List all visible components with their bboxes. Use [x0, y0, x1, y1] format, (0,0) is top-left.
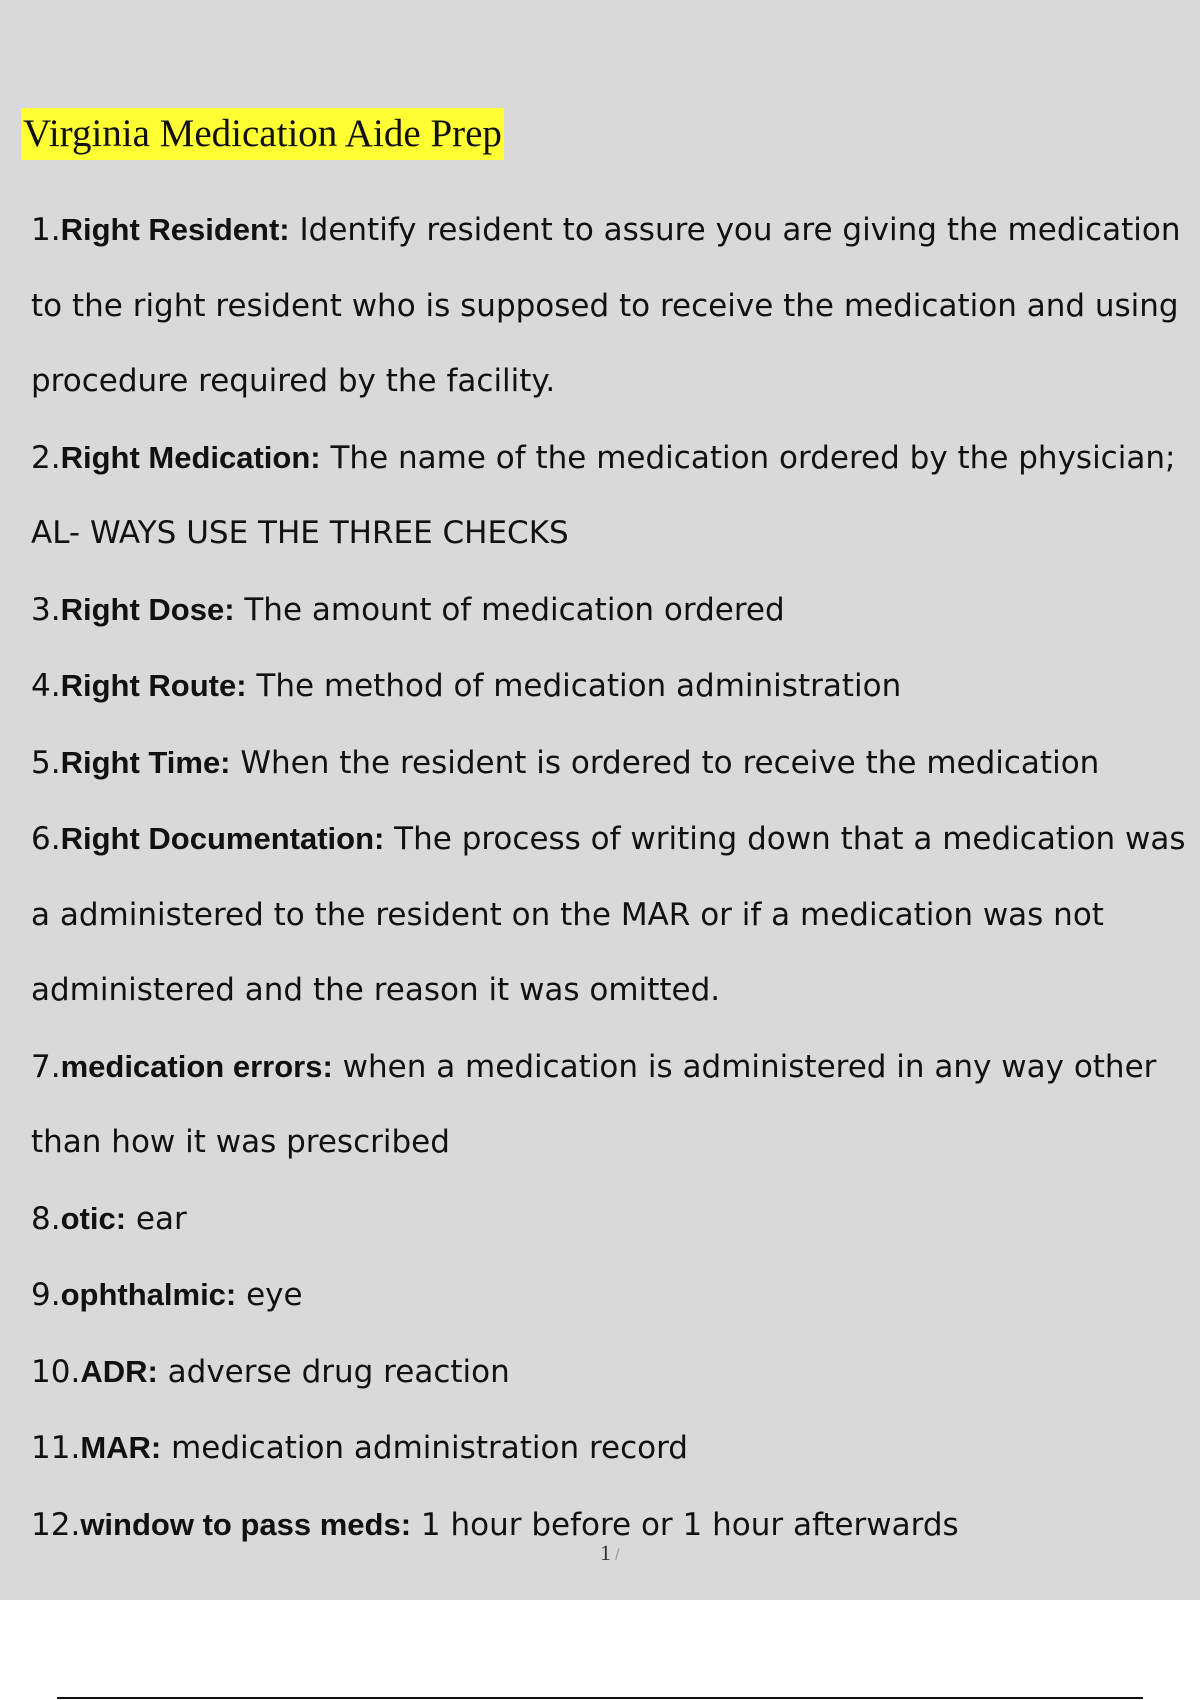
term-definition: ear	[126, 1200, 187, 1237]
term-name: Right Route:	[60, 668, 247, 703]
page-number-value: 1	[600, 1540, 611, 1565]
list-item	[31, 648, 1200, 725]
term-number: 12.	[31, 1506, 81, 1543]
term-number: 3.	[31, 591, 61, 628]
term-definition: The amount of medication ordered	[234, 591, 785, 628]
page-number-suffix: /	[615, 1547, 620, 1564]
term-definition: when a medication is administered in any way other than how it was prescribed	[31, 1048, 1157, 1160]
term-number: 9.	[31, 1277, 61, 1313]
term-definition: 1 hour before or 1 hour afterwards	[411, 1506, 959, 1543]
term-number: 1.	[31, 212, 61, 248]
term-name: ophthalmic:	[60, 1277, 237, 1312]
term-definition: medication administration record	[161, 1430, 688, 1466]
list-item	[31, 572, 1200, 649]
page-number	[600, 1540, 619, 1566]
term-definition: eye	[236, 1277, 303, 1313]
term-number: 10.	[31, 1353, 81, 1390]
term-number: 5.	[31, 744, 61, 781]
term-number: 7.	[31, 1048, 61, 1085]
footer-divider	[57, 1697, 1143, 1699]
term-name: window to pass meds:	[80, 1506, 412, 1542]
document-title: Virginia Medication Aide Prep	[21, 108, 504, 160]
term-number: 11.	[31, 1430, 81, 1466]
term-number: 4.	[31, 668, 61, 704]
term-definition: adverse drug reaction	[157, 1353, 510, 1390]
term-name: ADR:	[80, 1353, 158, 1389]
list-item	[31, 725, 1200, 802]
term-number: 8.	[31, 1200, 61, 1237]
term-definition: The method of medication administration	[246, 668, 902, 704]
term-definition: The name of the medication ordered by the physician; AL- WAYS USE THE THREE CHECKS	[31, 439, 1176, 551]
list-item	[31, 1029, 1200, 1181]
term-definition: When the resident is ordered to receive the medication	[230, 744, 1100, 781]
term-name: Right Dose:	[60, 591, 235, 627]
term-name: Right Medication:	[60, 439, 321, 475]
terms-list	[31, 192, 1200, 1563]
term-name: MAR:	[80, 1430, 162, 1465]
term-number: 6.	[31, 821, 61, 857]
list-item	[31, 420, 1200, 572]
list-item	[31, 1257, 1200, 1334]
list-item	[31, 1410, 1200, 1487]
term-definition: The process of writing down that a medication was a administered to the resident on the MAR or if a medication was not administered and the reason it was omitted.	[31, 821, 1186, 1008]
term-definition: Identify resident to assure you are giving the medication to the right resident who is supposed to receive the medication and using procedure required by the facility.	[31, 212, 1181, 399]
list-item	[31, 801, 1200, 1029]
list-item	[31, 1334, 1200, 1411]
term-name: Right Documentation:	[60, 821, 385, 856]
term-name: otic:	[60, 1200, 127, 1236]
list-item	[31, 192, 1200, 420]
term-number: 2.	[31, 439, 61, 476]
term-name: medication errors:	[60, 1048, 333, 1084]
list-item	[31, 1181, 1200, 1258]
term-name: Right Resident:	[60, 212, 290, 247]
term-name: Right Time:	[60, 744, 231, 780]
